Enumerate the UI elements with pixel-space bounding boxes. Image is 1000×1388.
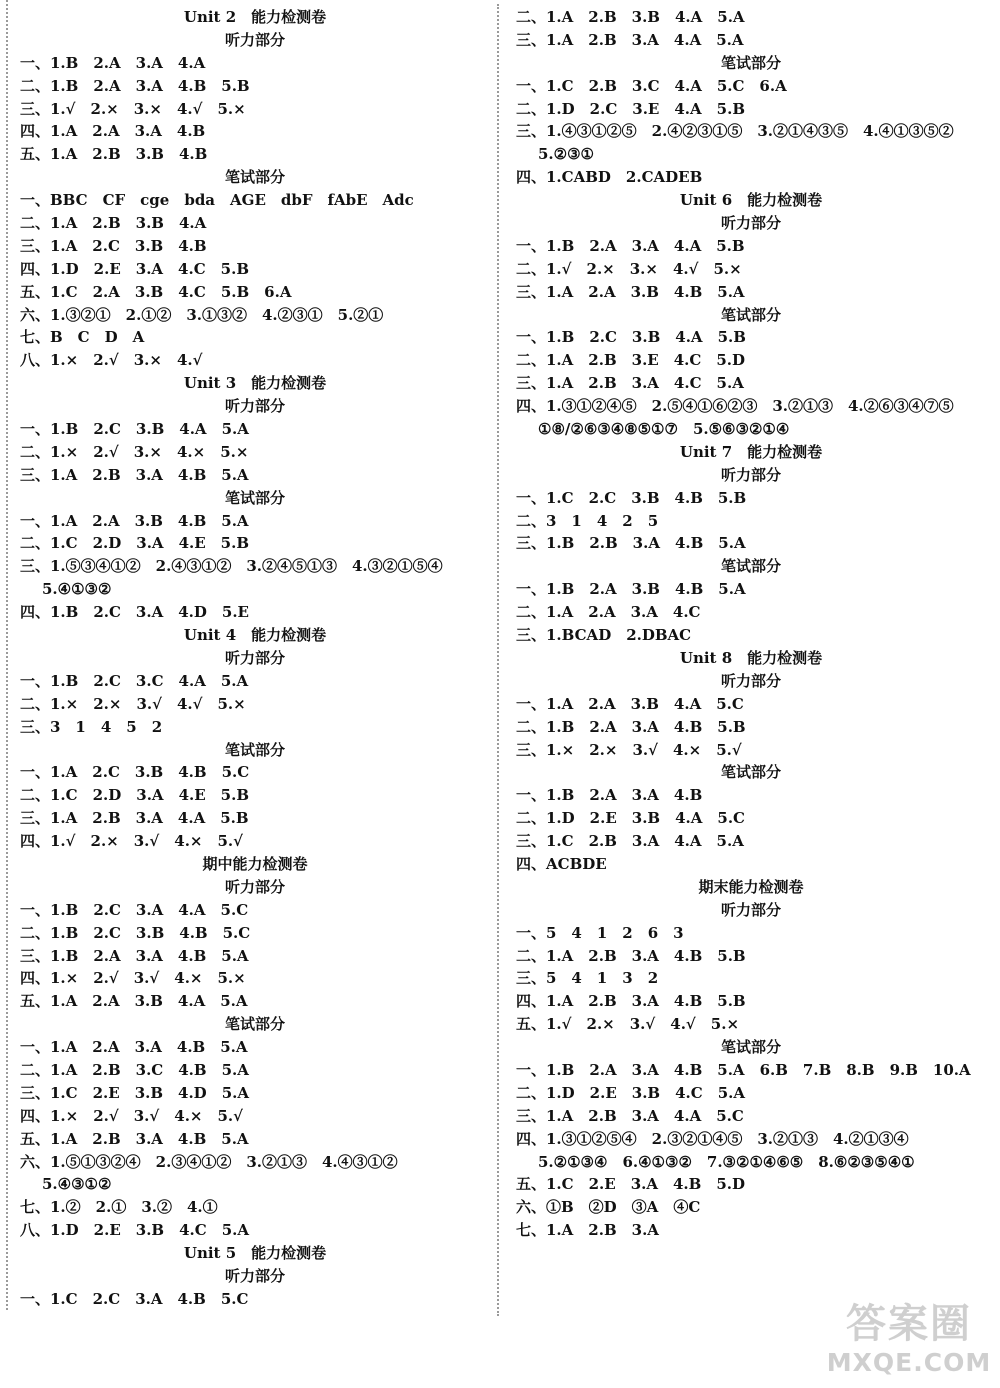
column-divider-dotted-line bbox=[497, 4, 499, 1316]
answer-line: 五、1.√ 2.× 3.√ 4.√ 5.× bbox=[516, 1015, 740, 1034]
subsection-heading: 听力部分 bbox=[720, 671, 781, 690]
subsection-heading: 听力部分 bbox=[224, 648, 285, 667]
subsection-heading: 听力部分 bbox=[224, 30, 285, 49]
answer-line: 一、1.B 2.A 3.B 4.B 5.A bbox=[516, 580, 746, 599]
answer-line: 一、1.A 2.A 3.B 4.A 5.C bbox=[516, 694, 744, 713]
answer-line: 四、1.A 2.B 3.A 4.B 5.B bbox=[516, 992, 746, 1011]
answer-line: 七、1.A 2.B 3.A bbox=[516, 1221, 659, 1240]
answer-line: 三、1.A 2.B 3.A 4.B 5.A bbox=[20, 465, 249, 484]
answer-line: 三、1.× 2.× 3.√ 4.× 5.√ bbox=[516, 740, 742, 759]
section-title: Unit 3 能力检测卷 bbox=[183, 374, 327, 393]
answer-line: 二、1.A 2.B 3.B 4.A bbox=[20, 214, 207, 233]
answer-line: 四、1.× 2.√ 3.√ 4.× 5.× bbox=[20, 969, 246, 988]
subsection-heading: 听力部分 bbox=[224, 1266, 285, 1285]
answer-line: 一、1.C 2.C 3.A 4.B 5.C bbox=[20, 1289, 249, 1308]
answer-line: 一、1.A 2.C 3.B 4.B 5.C bbox=[20, 763, 250, 782]
answer-line: 一、1.A 2.A 3.A 4.B 5.A bbox=[20, 1038, 248, 1057]
answer-line: 二、1.B 2.A 3.A 4.B 5.B bbox=[20, 76, 250, 95]
answer-line: 五、1.A 2.B 3.B 4.B bbox=[20, 145, 208, 164]
watermark-logo: 答案圈 bbox=[846, 1301, 972, 1347]
watermark-url: MXQE.COM bbox=[826, 1348, 992, 1377]
answer-line: 三、1.A 2.B 3.A 4.C 5.A bbox=[516, 374, 744, 393]
answer-line: 三、1.B 2.B 3.A 4.B 5.A bbox=[516, 534, 746, 553]
left-edge-dotted-line bbox=[6, 0, 8, 1310]
subsection-heading: 笔试部分 bbox=[224, 488, 285, 507]
answer-line: 三、1.√ 2.× 3.× 4.√ 5.× bbox=[20, 99, 246, 118]
answer-line: 三、1.BCAD 2.DBAC bbox=[516, 626, 692, 645]
subsection-heading: 笔试部分 bbox=[224, 168, 285, 187]
answer-line: 三、1.A 2.A 3.B 4.B 5.A bbox=[516, 282, 745, 301]
subsection-heading: 笔试部分 bbox=[720, 763, 781, 782]
watermark bbox=[824, 1300, 994, 1384]
subsection-heading: 笔试部分 bbox=[720, 305, 781, 324]
answer-line: 四、1.√ 2.× 3.√ 4.× 5.√ bbox=[20, 832, 244, 851]
answer-line: 四、1.A 2.A 3.A 4.B bbox=[20, 122, 206, 141]
answer-line: 二、1.√ 2.× 3.× 4.√ 5.× bbox=[516, 259, 742, 278]
answer-line: 一、1.B 2.A 3.A 4.B 5.A 6.B 7.B 8.B 9.B 10.A bbox=[516, 1060, 971, 1079]
answer-line: 三、1.A 2.B 3.A 4.A 5.C bbox=[516, 1106, 744, 1125]
answer-line: 三、1.A 2.B 3.A 4.A 5.A bbox=[516, 30, 744, 49]
subsection-heading: 笔试部分 bbox=[224, 1015, 285, 1034]
answer-line: 三、3 1 4 5 2 bbox=[20, 717, 163, 736]
answer-line: 二、1.B 2.A 3.A 4.B 5.B bbox=[516, 717, 746, 736]
answer-line: 三、1.B 2.A 3.A 4.B 5.A bbox=[20, 946, 249, 965]
answer-line: 五、1.A 2.A 3.B 4.A 5.A bbox=[20, 992, 248, 1011]
answer-line: 五、1.C 2.A 3.B 4.C 5.B 6.A bbox=[20, 282, 292, 301]
answer-line: 四、1.③①②⑤④ 2.③②①④⑤ 3.②①③ 4.②①③④ bbox=[516, 1129, 909, 1148]
answer-line: 一、1.B 2.C 3.B 4.A 5.B bbox=[516, 328, 746, 347]
answer-line: 七、B C D A bbox=[20, 328, 145, 347]
answer-line: 二、1.D 2.C 3.E 4.A 5.B bbox=[516, 99, 745, 118]
answer-line: 四、1.B 2.C 3.A 4.D 5.E bbox=[20, 603, 249, 622]
answer-line: 四、1.③①②④⑤ 2.⑤④①⑥②③ 3.②①③ 4.②⑥③④⑦⑤ bbox=[516, 397, 954, 416]
answer-line: 五、1.A 2.B 3.A 4.B 5.A bbox=[20, 1129, 249, 1148]
answer-line: 二、1.A 2.A 3.A 4.C bbox=[516, 603, 701, 622]
subsection-heading: 听力部分 bbox=[720, 214, 781, 233]
answer-line: 三、1.C 2.E 3.B 4.D 5.A bbox=[20, 1083, 249, 1102]
left-answer-column bbox=[20, 6, 490, 1311]
answer-line: 八、1.D 2.E 3.B 4.C 5.A bbox=[20, 1221, 249, 1240]
right-answer-column bbox=[516, 6, 986, 1242]
answer-line: 二、1.B 2.C 3.B 4.B 5.C bbox=[20, 923, 251, 942]
section-title: Unit 2 能力检测卷 bbox=[183, 8, 327, 26]
subsection-heading: 听力部分 bbox=[224, 397, 285, 416]
answer-line: 六、①B ②D ③A ④C bbox=[516, 1198, 701, 1217]
answer-line-continued: 5.②③① bbox=[538, 145, 595, 164]
answer-line: 一、BBC CF cge bda AGE dbF fAbE Adc bbox=[20, 191, 414, 210]
answer-line: 一、1.C 2.B 3.C 4.A 5.C 6.A bbox=[516, 76, 787, 95]
answer-line: 三、1.④③①②⑤ 2.④②③①⑤ 3.②①④③⑤ 4.④①③⑤② bbox=[516, 122, 954, 141]
answer-line-continued: ①⑧/②⑥③④⑧⑤①⑦ 5.⑤⑥③②①④ bbox=[538, 420, 790, 439]
answer-line: 四、1.× 2.√ 3.√ 4.× 5.√ bbox=[20, 1106, 244, 1125]
answer-line: 三、1.A 2.B 3.A 4.A 5.B bbox=[20, 809, 249, 828]
subsection-heading: 笔试部分 bbox=[224, 740, 285, 759]
answer-line: 二、1.A 2.B 3.C 4.B 5.A bbox=[20, 1060, 249, 1079]
section-title: 期末能力检测卷 bbox=[698, 877, 804, 896]
answer-line: 二、1.D 2.E 3.B 4.C 5.A bbox=[516, 1083, 745, 1102]
answer-line: 四、1.CABD 2.CADEB bbox=[516, 168, 703, 187]
answer-line: 四、ACBDE bbox=[516, 854, 607, 873]
answer-line: 二、1.C 2.D 3.A 4.E 5.B bbox=[20, 786, 249, 805]
answer-line: 一、5 4 1 2 6 3 bbox=[516, 923, 684, 942]
answer-line: 二、1.A 2.B 3.E 4.C 5.D bbox=[516, 351, 745, 370]
section-title: Unit 6 能力检测卷 bbox=[679, 191, 823, 210]
answer-line: 六、1.⑤①③②④ 2.③④①② 3.②①③ 4.④③①② bbox=[20, 1152, 398, 1171]
answer-line: 三、1.A 2.C 3.B 4.B bbox=[20, 236, 207, 255]
answer-line-continued: 5.④①③② bbox=[42, 580, 112, 599]
answer-line: 三、1.⑤③④①② 2.④③①② 3.②④⑤①③ 4.③②①⑤④ bbox=[20, 557, 443, 576]
answer-line: 一、1.B 2.C 3.B 4.A 5.A bbox=[20, 420, 249, 439]
answer-line: 三、5 4 1 3 2 bbox=[516, 969, 659, 988]
section-title: Unit 7 能力检测卷 bbox=[679, 442, 823, 461]
subsection-heading: 听力部分 bbox=[720, 900, 781, 919]
answer-line: 一、1.B 2.A 3.A 4.A bbox=[20, 53, 206, 72]
subsection-heading: 听力部分 bbox=[224, 877, 285, 896]
subsection-heading: 笔试部分 bbox=[720, 53, 781, 72]
answer-line: 二、1.× 2.× 3.√ 4.√ 5.× bbox=[20, 694, 246, 713]
answer-line: 二、3 1 4 2 5 bbox=[516, 511, 659, 530]
answer-line: 二、1.A 2.B 3.A 4.B 5.B bbox=[516, 946, 746, 965]
section-title: Unit 4 能力检测卷 bbox=[183, 626, 327, 645]
answer-line: 一、1.B 2.A 3.A 4.B bbox=[516, 786, 703, 805]
answer-line: 二、1.D 2.E 3.B 4.A 5.C bbox=[516, 809, 745, 828]
answer-line: 一、1.A 2.A 3.B 4.B 5.A bbox=[20, 511, 249, 530]
section-title: 期中能力检测卷 bbox=[202, 854, 308, 873]
answer-line: 二、1.× 2.√ 3.× 4.× 5.× bbox=[20, 442, 249, 461]
answer-line: 三、1.C 2.B 3.A 4.A 5.A bbox=[516, 832, 744, 851]
answer-line: 一、1.C 2.C 3.B 4.B 5.B bbox=[516, 488, 747, 507]
subsection-heading: 笔试部分 bbox=[720, 557, 781, 576]
answer-line: 二、1.C 2.D 3.A 4.E 5.B bbox=[20, 534, 249, 553]
subsection-heading: 听力部分 bbox=[720, 465, 781, 484]
answer-line: 一、1.B 2.C 3.C 4.A 5.A bbox=[20, 671, 249, 690]
subsection-heading: 笔试部分 bbox=[720, 1038, 781, 1057]
section-title: Unit 8 能力检测卷 bbox=[679, 648, 823, 667]
answer-line: 六、1.③②① 2.①② 3.①③② 4.②③① 5.②① bbox=[20, 305, 384, 324]
answer-line: 五、1.C 2.E 3.A 4.B 5.D bbox=[516, 1175, 745, 1194]
answer-line-continued: 5.②①③④ 6.④①③② 7.③②①④⑥⑤ 8.⑥②③⑤④① bbox=[538, 1152, 915, 1171]
answer-line: 一、1.B 2.C 3.A 4.A 5.C bbox=[20, 900, 249, 919]
answer-line: 一、1.B 2.A 3.A 4.A 5.B bbox=[516, 236, 745, 255]
answer-line: 八、1.× 2.√ 3.× 4.√ bbox=[20, 351, 203, 370]
answer-line-continued: 5.④③①② bbox=[42, 1175, 112, 1194]
answer-line: 二、1.A 2.B 3.B 4.A 5.A bbox=[516, 8, 745, 26]
answer-line: 七、1.② 2.① 3.② 4.① bbox=[20, 1198, 218, 1217]
answer-line: 四、1.D 2.E 3.A 4.C 5.B bbox=[20, 259, 249, 278]
section-title: Unit 5 能力检测卷 bbox=[183, 1244, 327, 1263]
